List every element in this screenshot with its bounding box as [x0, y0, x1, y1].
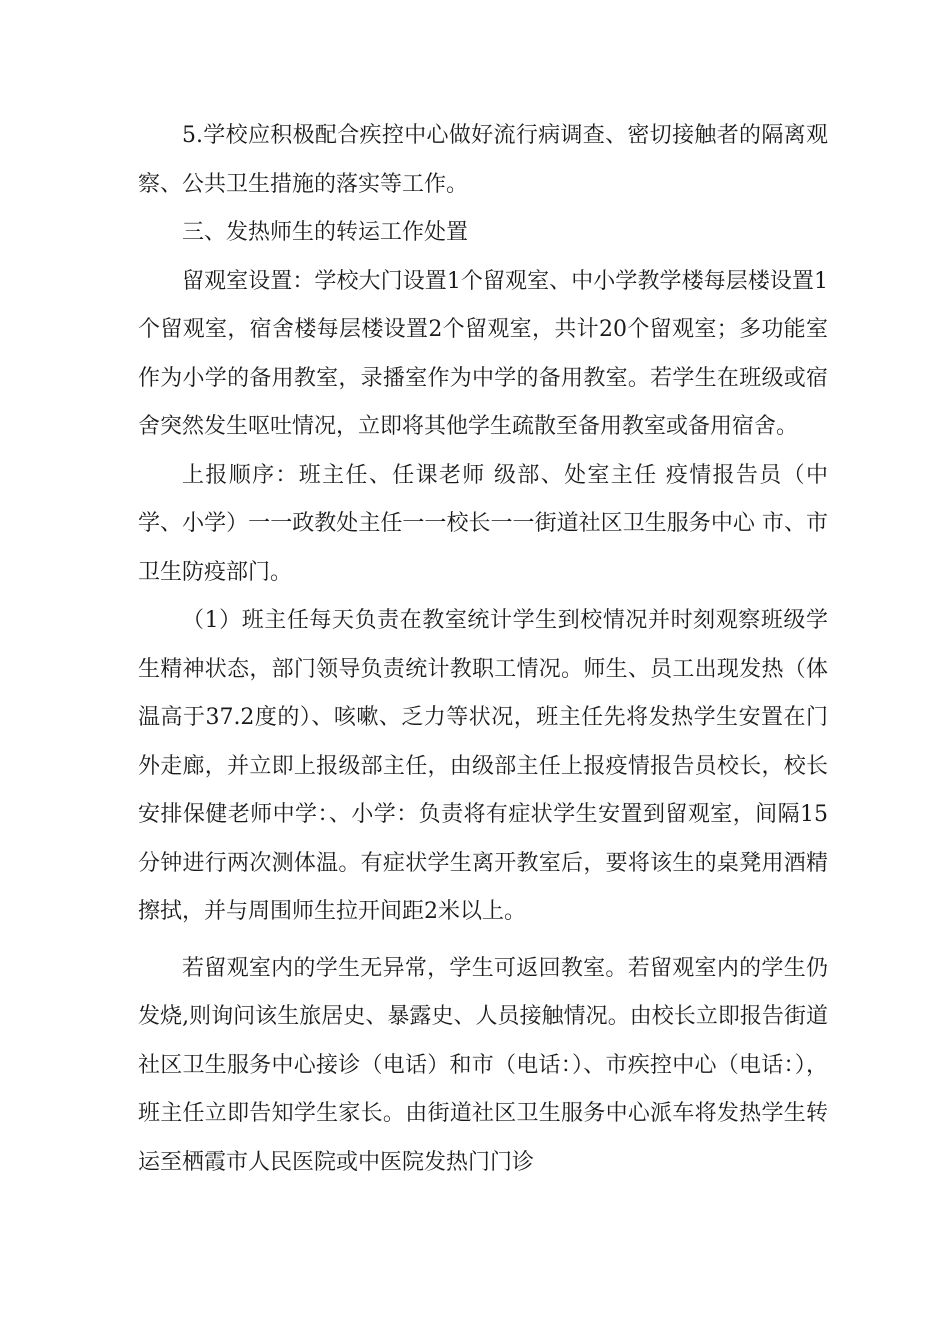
section-heading-transfer: 三、发热师生的转运工作处置 — [182, 220, 469, 245]
paragraph-head-teacher-duty: （1）班主任每天负责在教室统计学生到校情况并时刻观察班级学生精神状态，部门领导负责统计教职工情况。师生、员工出现发热（体温高于37.2度的）、咳嗽、乏力等状况，班主任先将发热学生安置在门外走廊，并立即上报级部主任，由级部主任上报疫情报告员校长，校长安排保健老师中学：、小学：负责将有症状学生安置到留观室，间隔15分钟进行两次测体温。有症状学生离开教室后，要将该生的桌凳用酒精擦拭，并与周围师生拉开间距2米以上。 — [138, 608, 828, 924]
paragraph-report-order: 上报顺序：班主任、任课老师 级部、处室主任 疫情报告员（中学、小学）一一政教处主任一一校长一一街道社区卫生服务中心 市、市卫生防疫部门。 — [138, 462, 828, 585]
paragraph-item-5: 5.学校应积极配合疾控中心做好流行病调查、密切接触者的隔离观察、公共卫生措施的落实等工作。 — [138, 123, 828, 197]
paragraph-fever-handling: 若留观室内的学生无异常，学生可返回教室。若留观室内的学生仍发烧,则询问该生旅居史、暴露史、人员接触情况。由校长立即报告街道社区卫生服务中心接诊（电话）和市（电话：）、市疾控中心（电话：），班主任立即告知学生家长。由街道社区卫生服务中心派车将发热学生转运至栖霞市人民医院或中医院发热门门诊 — [138, 955, 828, 1175]
document-body — [138, 112, 828, 1187]
paragraph-observation-room: 留观室设置：学校大门设置1个留观室、中小学教学楼每层楼设置1个留观室，宿舍楼每层楼设置2个留观室，共计20个留观室；多功能室作为小学的备用教室，录播室作为中学的备用教室。若学生在班级或宿舍突然发生呕吐情况，立即将其他学生疏散至备用教室或备用宿舍。 — [138, 268, 828, 439]
